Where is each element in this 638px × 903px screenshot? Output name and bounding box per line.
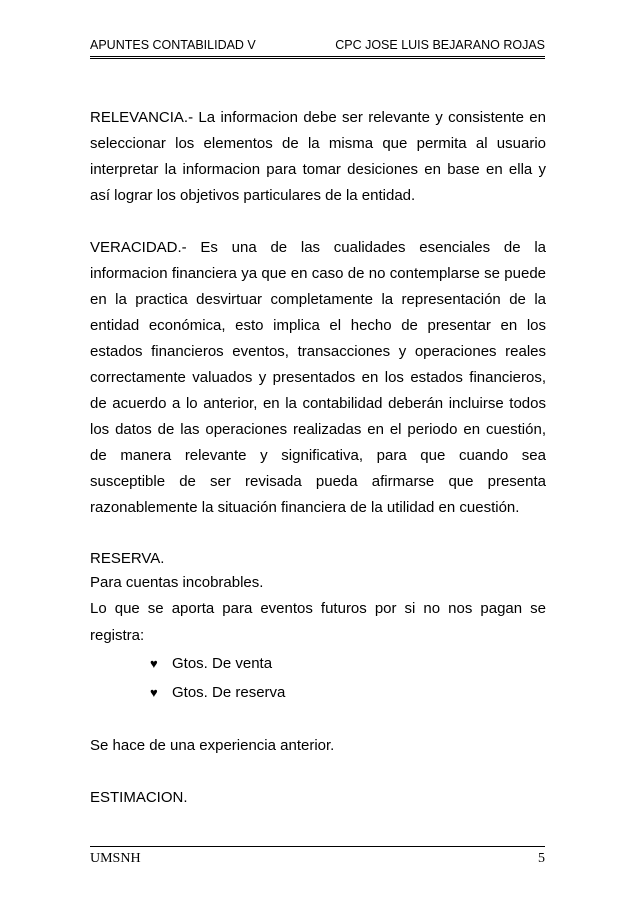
header-divider [90, 56, 545, 59]
heart-bullet-icon: ♥ [150, 656, 158, 671]
page-number: 5 [538, 851, 545, 866]
relevancia-paragraph: RELEVANCIA.- La informacion debe ser relevante y consistente en seleccionar los elementos de la misma que permita al usuario interpretar la informacion para tomar desiciones en base en ella y así lograr los objetivos particulares de la entidad. [90, 109, 546, 204]
footer-institution: UMSNH [90, 851, 141, 866]
veracidad-paragraph: VERACIDAD.- Es una de las cualidades esenciales de la informacion financiera ya que en caso de no contemplarse se puede en la practica desvirtuar completamente la representación de la entidad económica, esto implica el hecho de presentar en los estados financieros eventos, transacciones y operaciones reales correctamente valuados y presentados en los estados financieros, de acuerdo a lo anterior, en la contabilidad deberán incluirse todos los datos de las operaciones realizadas en el periodo en cuestión, de manera relevante y significativa, para que cuando sea susceptible de ser revisada pueda afirmarse que presenta razonablemente la situación financiera de la utilidad en cuestión. [90, 239, 546, 516]
bullet-text: Gtos. De venta [172, 655, 273, 672]
experiencia-line: Se hace de una experiencia anterior. [90, 737, 335, 754]
reserva-line-2: Lo que se aporta para eventos futuros por si no nos pagan se registra: [90, 600, 546, 644]
page-header [90, 38, 545, 58]
estimacion-heading: ESTIMACION. [90, 789, 188, 806]
bullet-item [90, 678, 546, 707]
heart-bullet-icon: ♥ [150, 685, 158, 700]
bullet-item [90, 649, 546, 678]
header-course-title: APUNTES CONTABILIDAD V [90, 38, 256, 52]
reserva-heading: RESERVA. [90, 550, 165, 567]
bullet-text: Gtos. De reserva [172, 684, 286, 701]
reserva-line-1: Para cuentas incobrables. [90, 574, 264, 591]
header-author: CPC JOSE LUIS BEJARANO ROJAS [335, 38, 545, 52]
footer-divider [90, 846, 545, 847]
page-body [90, 105, 546, 811]
